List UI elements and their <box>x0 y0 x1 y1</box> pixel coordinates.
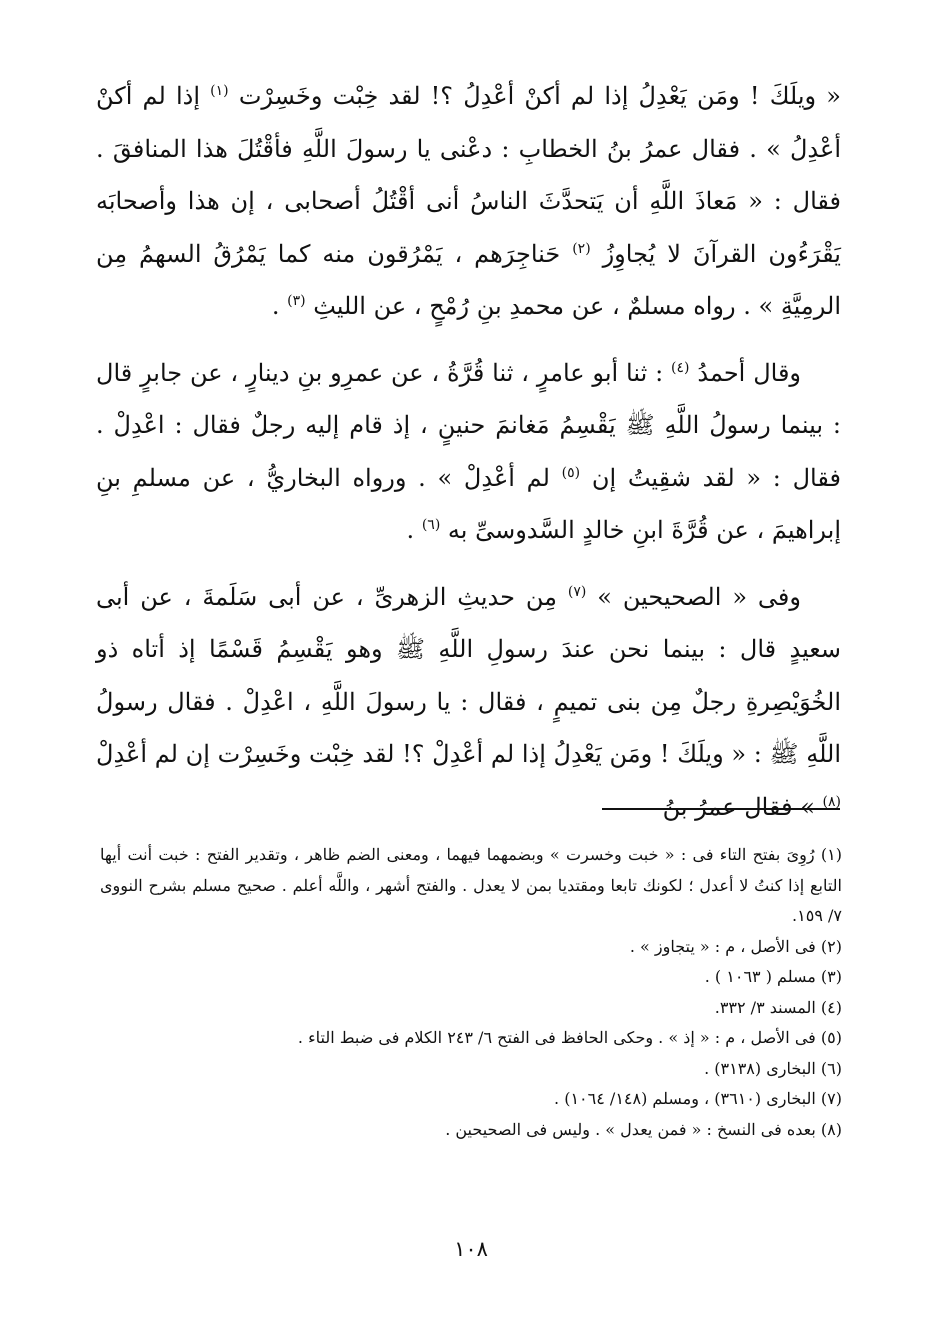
paragraph-3 <box>96 571 841 834</box>
text-segment: : ثنا أبو عامرٍ ، ثنا قُرَّةُ ، عن عمرِو بنِ دينارٍ ، عن جابرٍ قال : بينما رسولُ اللَّهِ ﷺ يَقْسِمُ مَغانمَ حنينٍ ، إذ قام إليه رجلٌ فقال : اعْدِلْ . فقال : « لقد شقِيتُ إن <box>96 358 841 492</box>
footnote-7: (٧) البخارى (٣٦١٠) ، ومسلم (١٤٨/ ١٠٦٤) . <box>554 1089 842 1108</box>
footnote-ref-8[interactable]: (٨) <box>822 793 841 810</box>
text-segment: إذا لم أكنْ أعْدِلُ » . فقال عمرُ بنُ الخطابِ : دعْنى يا رسولَ اللَّهِ فأقْتُلَ هذا المنافقَ . فقال : « مَعاذَ اللَّهِ أن يَتحدَّثَ الناسُ أنى أقْتُلُ أصحابى ، إن هذا وأصحابَه يَقْرَءُون القرآنَ لا يُجاوِزُ <box>96 82 841 268</box>
text-segment: « ويلَكَ ! ومَن يَعْدِلُ إذا لم أكنْ أعْدِلُ ؟! لقد خِبْت وخَسِرْت <box>238 82 841 110</box>
paragraph-2 <box>96 347 841 557</box>
footnote-ref-6[interactable]: (٦) <box>421 517 441 533</box>
footnote-3: (٣) مسلم ( ١٠٦٣ ) . <box>704 967 842 986</box>
footnote-2: (٢) فى الأصل ، م : « يتجاوز » . <box>629 936 842 956</box>
footnote-ref-4[interactable]: (٤) <box>671 359 690 376</box>
footnote-1: (١) رُوِىَ بفتح التاء فى : « خبت وخسرت » وبضمهما فيهما ، ومعنى الضم ظاهر ، وتقدير الفتح : خبت أنت أيها التابع إذا كنتُ لا أعدل ؛ لكونك تابعا ومقتديا بمن لا يعدل . والفتح أشهر ، واللَّه أعلم . صحيح مسلم بشرح النووى ٧/ ١٥٩. <box>100 845 842 925</box>
footnote-ref-5[interactable]: (٥) <box>561 464 581 481</box>
text-segment: » فقال عمرُ بنُ <box>662 792 815 821</box>
text-segment: . <box>271 292 280 320</box>
main-text <box>96 70 841 833</box>
footnote-divider <box>602 808 840 810</box>
footnote-5: (٥) فى الأصل ، م : « إذ » . وحكى الحافظ فى الفتح ٦/ ٢٤٣ الكلام فى ضبط التاء . <box>297 1028 842 1047</box>
text-segment: مِن حديثِ الزهرىِّ ، عن أبى سَلَمةَ ، عن أبى سعيدٍ قال : بينما نحن عندَ رسولِ اللَّهِ ﷺ وهو يَقْسِمُ قَسْمًا إذ أتاه ذو الخُوَيْصِرةِ رجلٌ مِن بنى تميمٍ ، فقال : يا رسولَ اللَّهِ ، اعْدِلْ . فقال رسولُ اللَّهِ ﷺ : « ويلَكَ ! ومَن يَعْدِلُ إذا لم أعْدِلْ ؟! لقد خِبْت وخَسِرْت إن لم أعْدِلْ <box>96 582 841 768</box>
footnote-6: (٦) البخارى (٣١٣٨) . <box>704 1058 842 1078</box>
paragraph-1 <box>96 70 841 333</box>
footnote-ref-2[interactable]: (٢) <box>572 240 591 257</box>
footnote-ref-1[interactable]: (١) <box>210 83 229 99</box>
text-segment: حَناجِرَهم ، يَمْرُقون منه كما يَمْرُقُ السهمُ مِن الرمِيَّةِ » . رواه مسلمٌ ، عن محمدِ بنِ رُمْحٍ ، عن الليثِ <box>96 239 841 320</box>
footnote-ref-7[interactable]: (٧) <box>567 583 587 600</box>
footnote-ref-3[interactable]: (٣) <box>287 293 306 309</box>
page-number: ١٠٨ <box>454 1237 488 1261</box>
text-segment: وقال أحمدُ <box>697 358 802 387</box>
text-segment: . <box>406 516 415 544</box>
footnote-4: (٤) المسند ٣/ ٣٣٢. <box>714 997 842 1017</box>
footnotes <box>100 840 842 1145</box>
footnote-8: (٨) بعده فى النسخ : « فمن يعدل » . وليس فى الصحيحين . <box>445 1119 842 1139</box>
text-segment: لم أعْدِلْ » . ورواه البخاريُّ ، عن مسلمِ بنِ إبراهيمَ ، عن قُرَّةَ ابنِ خالدٍ السَّدوسىِّ به <box>96 463 841 544</box>
text-segment: وفى « الصحيحين » <box>597 582 801 611</box>
